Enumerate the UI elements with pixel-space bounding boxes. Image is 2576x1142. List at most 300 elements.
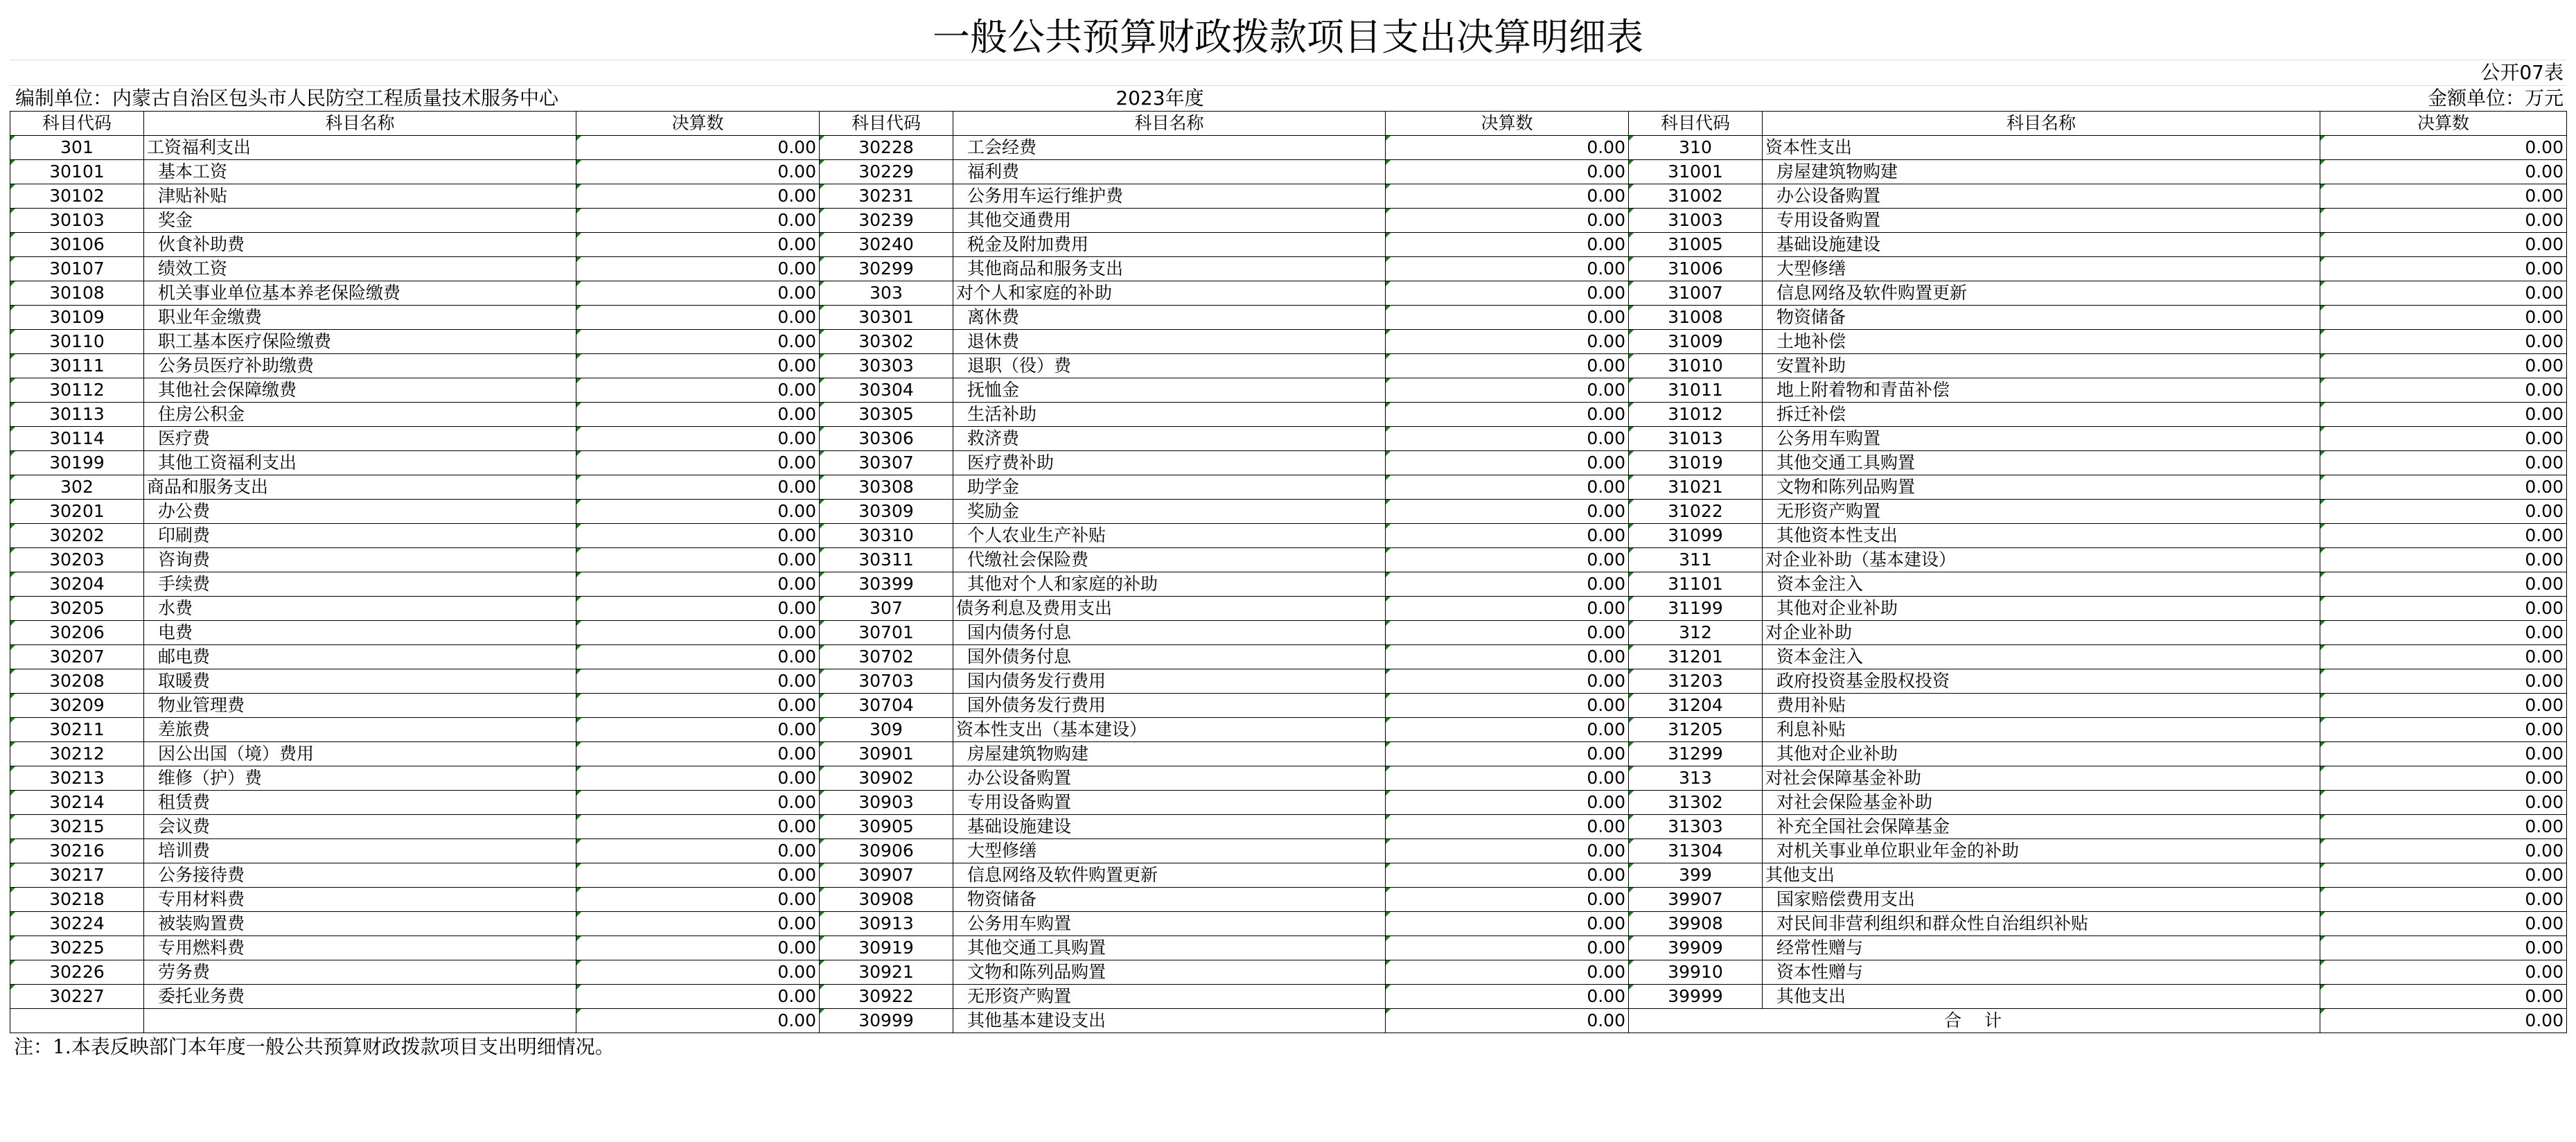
amount-cell: 0.00 xyxy=(2320,766,2567,791)
code-cell: 30907 xyxy=(820,863,953,888)
amount-cell: 0.00 xyxy=(1386,766,1629,791)
code-cell: 30999 xyxy=(820,1009,953,1033)
name-cell: 工资福利支出 xyxy=(144,136,576,160)
amount-cell: 0.00 xyxy=(1386,378,1629,403)
code-cell: 31099 xyxy=(1629,524,1763,548)
code-cell: 30225 xyxy=(10,936,144,960)
name-cell: 无形资产购置 xyxy=(1763,500,2320,524)
table-row xyxy=(10,742,2567,766)
table-row xyxy=(10,306,2567,330)
name-cell: 劳务费 xyxy=(144,960,576,985)
name-cell: 差旅费 xyxy=(144,718,576,742)
amount-cell: 0.00 xyxy=(576,936,820,960)
header-amount: 决算数 xyxy=(1386,112,1629,136)
table-row xyxy=(10,839,2567,863)
amount-cell: 0.00 xyxy=(576,500,820,524)
name-cell: 住房公积金 xyxy=(144,403,576,427)
amount-cell: 0.00 xyxy=(576,427,820,451)
amount-cell: 0.00 xyxy=(1386,572,1629,597)
amount-cell: 0.00 xyxy=(1386,669,1629,694)
amount-cell: 0.00 xyxy=(2320,645,2567,669)
name-cell: 物资储备 xyxy=(1763,306,2320,330)
amount-cell: 0.00 xyxy=(1386,475,1629,500)
amount-cell: 0.00 xyxy=(576,306,820,330)
amount-cell: 0.00 xyxy=(576,597,820,621)
name-cell: 助学金 xyxy=(953,475,1386,500)
name-cell: 公务用车购置 xyxy=(953,912,1386,936)
amount-cell: 0.00 xyxy=(576,548,820,572)
name-cell: 文物和陈列品购置 xyxy=(1763,475,2320,500)
code-cell: 30921 xyxy=(820,960,953,985)
code-cell: 30209 xyxy=(10,694,144,718)
table-row xyxy=(10,985,2567,1009)
name-cell: 国外债务发行费用 xyxy=(953,694,1386,718)
code-cell: 30399 xyxy=(820,572,953,597)
amount-cell: 0.00 xyxy=(2320,184,2567,209)
amount-cell: 0.00 xyxy=(1386,863,1629,888)
amount-cell: 0.00 xyxy=(576,233,820,257)
name-cell: 电费 xyxy=(144,621,576,645)
code-cell: 30213 xyxy=(10,766,144,791)
code-cell: 30217 xyxy=(10,863,144,888)
code-cell: 31101 xyxy=(1629,572,1763,597)
code-cell: 31299 xyxy=(1629,742,1763,766)
amount-cell: 0.00 xyxy=(1386,694,1629,718)
code-cell: 30215 xyxy=(10,815,144,839)
name-cell: 其他交通工具购置 xyxy=(1763,451,2320,475)
total-label: 合 计 xyxy=(1629,1009,2320,1033)
name-cell: 债务利息及费用支出 xyxy=(953,597,1386,621)
code-cell: 31201 xyxy=(1629,645,1763,669)
amount-cell: 0.00 xyxy=(2320,330,2567,354)
table-row xyxy=(10,888,2567,912)
amount-cell: 0.00 xyxy=(1386,839,1629,863)
table-row xyxy=(10,500,2567,524)
name-cell: 办公费 xyxy=(144,500,576,524)
name-cell: 资本性赠与 xyxy=(1763,960,2320,985)
code-cell: 30212 xyxy=(10,742,144,766)
code-cell: 30106 xyxy=(10,233,144,257)
code-cell: 30201 xyxy=(10,500,144,524)
table-row xyxy=(10,524,2567,548)
amount-cell: 0.00 xyxy=(1386,985,1629,1009)
code-cell: 30908 xyxy=(820,888,953,912)
code-cell: 30239 xyxy=(820,209,953,233)
code-cell: 30901 xyxy=(820,742,953,766)
code-cell: 30199 xyxy=(10,451,144,475)
amount-cell: 0.00 xyxy=(1386,791,1629,815)
code-cell: 30303 xyxy=(820,354,953,378)
name-cell: 资本金注入 xyxy=(1763,645,2320,669)
code-cell: 30113 xyxy=(10,403,144,427)
code-cell: 31008 xyxy=(1629,306,1763,330)
amount-cell: 0.00 xyxy=(576,451,820,475)
header-row xyxy=(10,112,2567,136)
table-row xyxy=(10,863,2567,888)
name-cell: 被装购置费 xyxy=(144,912,576,936)
amount-cell: 0.00 xyxy=(2320,985,2567,1009)
amount-cell: 0.00 xyxy=(576,209,820,233)
name-cell: 医疗费 xyxy=(144,427,576,451)
code-cell: 30208 xyxy=(10,669,144,694)
name-cell: 印刷费 xyxy=(144,524,576,548)
amount-cell: 0.00 xyxy=(576,742,820,766)
code-cell: 30205 xyxy=(10,597,144,621)
name-cell: 会议费 xyxy=(144,815,576,839)
code-cell: 30310 xyxy=(820,524,953,548)
name-cell: 奖励金 xyxy=(953,500,1386,524)
amount-cell: 0.00 xyxy=(1386,160,1629,184)
name-cell: 政府投资基金股权投资 xyxy=(1763,669,2320,694)
name-cell: 对社会保险基金补助 xyxy=(1763,791,2320,815)
amount-cell: 0.00 xyxy=(1386,209,1629,233)
code-cell: 31022 xyxy=(1629,500,1763,524)
code-cell: 31005 xyxy=(1629,233,1763,257)
amount-cell: 0.00 xyxy=(1386,548,1629,572)
table-row xyxy=(10,597,2567,621)
table-row xyxy=(10,960,2567,985)
name-cell: 专用设备购置 xyxy=(953,791,1386,815)
amount-cell: 0.00 xyxy=(1386,354,1629,378)
amount-cell: 0.00 xyxy=(2320,281,2567,306)
name-cell: 其他工资福利支出 xyxy=(144,451,576,475)
amount-cell: 0.00 xyxy=(1386,742,1629,766)
name-cell: 国家赔偿费用支出 xyxy=(1763,888,2320,912)
name-cell: 专用燃料费 xyxy=(144,936,576,960)
code-cell: 30906 xyxy=(820,839,953,863)
amount-cell: 0.00 xyxy=(2320,160,2567,184)
amount-cell: 0.00 xyxy=(2320,839,2567,863)
code-cell: 312 xyxy=(1629,621,1763,645)
amount-cell: 0.00 xyxy=(576,378,820,403)
table-row xyxy=(10,572,2567,597)
name-cell: 培训费 xyxy=(144,839,576,863)
name-cell: 国内债务付息 xyxy=(953,621,1386,645)
amount-cell: 0.00 xyxy=(1386,136,1629,160)
name-cell: 医疗费补助 xyxy=(953,451,1386,475)
name-cell: 专用材料费 xyxy=(144,888,576,912)
code-cell: 30224 xyxy=(10,912,144,936)
name-cell: 其他对个人和家庭的补助 xyxy=(953,572,1386,597)
code-cell: 31021 xyxy=(1629,475,1763,500)
amount-cell: 0.00 xyxy=(2320,403,2567,427)
amount-cell: 0.00 xyxy=(576,888,820,912)
name-cell: 个人农业生产补贴 xyxy=(953,524,1386,548)
amount-cell: 0.00 xyxy=(576,136,820,160)
name-cell: 无形资产购置 xyxy=(953,985,1386,1009)
code-cell: 31204 xyxy=(1629,694,1763,718)
table-row xyxy=(10,694,2567,718)
amount-cell: 0.00 xyxy=(1386,403,1629,427)
amount-cell: 0.00 xyxy=(1386,524,1629,548)
amount-cell: 0.00 xyxy=(1386,718,1629,742)
code-cell: 30903 xyxy=(820,791,953,815)
name-cell: 利息补贴 xyxy=(1763,718,2320,742)
code-cell: 30107 xyxy=(10,257,144,281)
name-cell: 其他交通工具购置 xyxy=(953,936,1386,960)
code-cell: 31302 xyxy=(1629,791,1763,815)
code-cell: 31003 xyxy=(1629,209,1763,233)
code-cell: 31011 xyxy=(1629,378,1763,403)
table-row xyxy=(10,281,2567,306)
amount-cell: 0.00 xyxy=(2320,257,2567,281)
code-cell: 30111 xyxy=(10,354,144,378)
name-cell: 退职（役）费 xyxy=(953,354,1386,378)
name-cell: 文物和陈列品购置 xyxy=(953,960,1386,985)
amount-cell: 0.00 xyxy=(576,766,820,791)
amount-cell: 0.00 xyxy=(2320,791,2567,815)
code-cell: 30240 xyxy=(820,233,953,257)
name-cell: 其他交通费用 xyxy=(953,209,1386,233)
header-code: 科目代码 xyxy=(1629,112,1763,136)
name-cell: 基础设施建设 xyxy=(953,815,1386,839)
amount-cell: 0.00 xyxy=(2320,500,2567,524)
code-cell: 313 xyxy=(1629,766,1763,791)
name-cell: 伙食补助费 xyxy=(144,233,576,257)
amount-cell: 0.00 xyxy=(2320,597,2567,621)
amount-cell: 0.00 xyxy=(576,403,820,427)
name-cell: 物资储备 xyxy=(953,888,1386,912)
code-cell: 30311 xyxy=(820,548,953,572)
amount-cell: 0.00 xyxy=(576,1009,820,1033)
name-cell: 资本性支出 xyxy=(1763,136,2320,160)
name-cell: 对民间非营利组织和群众性自治组织补贴 xyxy=(1763,912,2320,936)
code-cell: 31007 xyxy=(1629,281,1763,306)
amount-cell: 0.00 xyxy=(2320,136,2567,160)
name-cell: 绩效工资 xyxy=(144,257,576,281)
name-cell: 其他支出 xyxy=(1763,863,2320,888)
table-row xyxy=(10,184,2567,209)
name-cell: 信息网络及软件购置更新 xyxy=(1763,281,2320,306)
table-row xyxy=(10,645,2567,669)
name-cell: 救济费 xyxy=(953,427,1386,451)
code-cell: 30305 xyxy=(820,403,953,427)
table-body xyxy=(10,136,2567,1033)
name-cell: 房屋建筑物购建 xyxy=(1763,160,2320,184)
header-name: 科目名称 xyxy=(953,112,1386,136)
amount-cell: 0.00 xyxy=(576,184,820,209)
name-cell: 办公设备购置 xyxy=(953,766,1386,791)
name-cell: 退休费 xyxy=(953,330,1386,354)
table-row xyxy=(10,160,2567,184)
header-code: 科目代码 xyxy=(10,112,144,136)
name-cell: 手续费 xyxy=(144,572,576,597)
amount-cell: 0.00 xyxy=(576,912,820,936)
amount-cell: 0.00 xyxy=(576,475,820,500)
amount-cell: 0.00 xyxy=(2320,427,2567,451)
code-cell: 31303 xyxy=(1629,815,1763,839)
table-row xyxy=(10,669,2567,694)
amount-cell: 0.00 xyxy=(2320,306,2567,330)
name-cell: 其他对企业补助 xyxy=(1763,742,2320,766)
table-row xyxy=(10,451,2567,475)
code-cell: 30102 xyxy=(10,184,144,209)
code-cell: 30214 xyxy=(10,791,144,815)
amount-cell: 0.00 xyxy=(1386,427,1629,451)
amount-cell: 0.00 xyxy=(1386,306,1629,330)
amount-cell: 0.00 xyxy=(1386,888,1629,912)
code-cell: 39909 xyxy=(1629,936,1763,960)
report-sheet xyxy=(10,10,2566,1061)
code-cell: 30109 xyxy=(10,306,144,330)
code-cell: 31006 xyxy=(1629,257,1763,281)
table-row xyxy=(10,136,2567,160)
name-cell: 公务接待费 xyxy=(144,863,576,888)
amount-cell: 0.00 xyxy=(2320,209,2567,233)
amount-cell: 0.00 xyxy=(2320,912,2567,936)
code-cell: 30703 xyxy=(820,669,953,694)
name-cell: 基础设施建设 xyxy=(1763,233,2320,257)
table-row xyxy=(10,548,2567,572)
name-cell: 对社会保障基金补助 xyxy=(1763,766,2320,791)
header-name: 科目名称 xyxy=(144,112,576,136)
name-cell: 国内债务发行费用 xyxy=(953,669,1386,694)
amount-cell: 0.00 xyxy=(2320,451,2567,475)
name-cell: 取暖费 xyxy=(144,669,576,694)
code-cell: 39908 xyxy=(1629,912,1763,936)
code-cell: 31205 xyxy=(1629,718,1763,742)
code-cell: 30206 xyxy=(10,621,144,645)
name-cell: 土地补偿 xyxy=(1763,330,2320,354)
code-cell: 39999 xyxy=(1629,985,1763,1009)
table-row xyxy=(10,912,2567,936)
amount-cell: 0.00 xyxy=(1386,645,1629,669)
code-cell: 31019 xyxy=(1629,451,1763,475)
name-cell: 安置补助 xyxy=(1763,354,2320,378)
name-cell: 水费 xyxy=(144,597,576,621)
name-cell: 资本性支出（基本建设） xyxy=(953,718,1386,742)
table-row xyxy=(10,378,2567,403)
table-row xyxy=(10,209,2567,233)
code-cell: 30913 xyxy=(820,912,953,936)
amount-cell: 0.00 xyxy=(576,354,820,378)
fiscal-year: 2023年度 xyxy=(1115,87,1204,109)
amount-cell: 0.00 xyxy=(576,281,820,306)
table-row xyxy=(10,233,2567,257)
name-cell: 委托业务费 xyxy=(144,985,576,1009)
amount-cell: 0.00 xyxy=(2320,354,2567,378)
code-cell: 30207 xyxy=(10,645,144,669)
form-number: 公开07表 xyxy=(10,60,2566,85)
code-cell: 30112 xyxy=(10,378,144,403)
code-cell: 30304 xyxy=(820,378,953,403)
amount-cell: 0.00 xyxy=(1386,184,1629,209)
money-unit: 金额单位：万元 xyxy=(2427,87,2564,109)
name-cell: 房屋建筑物购建 xyxy=(953,742,1386,766)
name-cell: 信息网络及软件购置更新 xyxy=(953,863,1386,888)
code-cell: 30204 xyxy=(10,572,144,597)
name-cell: 福利费 xyxy=(953,160,1386,184)
amount-cell: 0.00 xyxy=(1386,960,1629,985)
amount-cell: 0.00 xyxy=(2320,960,2567,985)
table-row xyxy=(10,815,2567,839)
name-cell: 职业年金缴费 xyxy=(144,306,576,330)
name-cell: 其他基本建设支出 xyxy=(953,1009,1386,1033)
name-cell: 经常性赠与 xyxy=(1763,936,2320,960)
name-cell: 公务员医疗补助缴费 xyxy=(144,354,576,378)
amount-cell: 0.00 xyxy=(1386,281,1629,306)
table-row xyxy=(10,354,2567,378)
total-amount: 0.00 xyxy=(2320,1009,2567,1033)
table-row xyxy=(10,330,2567,354)
name-cell: 税金及附加费用 xyxy=(953,233,1386,257)
name-cell: 机关事业单位基本养老保险缴费 xyxy=(144,281,576,306)
code-cell: 30299 xyxy=(820,257,953,281)
name-cell: 离休费 xyxy=(953,306,1386,330)
name-cell: 国外债务付息 xyxy=(953,645,1386,669)
code-cell: 30307 xyxy=(820,451,953,475)
amount-cell: 0.00 xyxy=(576,645,820,669)
amount-cell: 0.00 xyxy=(2320,572,2567,597)
report-meta xyxy=(10,85,2566,111)
code-cell: 301 xyxy=(10,136,144,160)
amount-cell: 0.00 xyxy=(2320,621,2567,645)
amount-cell: 0.00 xyxy=(2320,378,2567,403)
name-cell: 地上附着物和青苗补偿 xyxy=(1763,378,2320,403)
name-cell: 其他支出 xyxy=(1763,985,2320,1009)
amount-cell: 0.00 xyxy=(2320,815,2567,839)
name-cell: 商品和服务支出 xyxy=(144,475,576,500)
name-cell: 公务用车运行维护费 xyxy=(953,184,1386,209)
amount-cell: 0.00 xyxy=(576,572,820,597)
amount-cell: 0.00 xyxy=(1386,451,1629,475)
code-cell: 31002 xyxy=(1629,184,1763,209)
code-cell: 31012 xyxy=(1629,403,1763,427)
amount-cell: 0.00 xyxy=(1386,500,1629,524)
code-cell: 30211 xyxy=(10,718,144,742)
code-cell: 31199 xyxy=(1629,597,1763,621)
amount-cell: 0.00 xyxy=(576,985,820,1009)
amount-cell: 0.00 xyxy=(2320,718,2567,742)
code-cell: 307 xyxy=(820,597,953,621)
amount-cell: 0.00 xyxy=(576,524,820,548)
header-name: 科目名称 xyxy=(1763,112,2320,136)
code-cell: 30306 xyxy=(820,427,953,451)
amount-cell: 0.00 xyxy=(2320,936,2567,960)
amount-cell: 0.00 xyxy=(2320,742,2567,766)
code-cell: 39907 xyxy=(1629,888,1763,912)
name-cell: 维修（护）费 xyxy=(144,766,576,791)
header-code: 科目代码 xyxy=(820,112,953,136)
footnote: 注：1.本表反映部门本年度一般公共预算财政拨款项目支出明细情况。 xyxy=(14,1035,615,1058)
name-cell: 对企业补助 xyxy=(1763,621,2320,645)
blank-cell xyxy=(10,1009,144,1033)
code-cell: 31013 xyxy=(1629,427,1763,451)
table-row xyxy=(10,621,2567,645)
code-cell: 31304 xyxy=(1629,839,1763,863)
amount-cell: 0.00 xyxy=(2320,888,2567,912)
amount-cell: 0.00 xyxy=(576,863,820,888)
name-cell: 奖金 xyxy=(144,209,576,233)
name-cell: 拆迁补偿 xyxy=(1763,403,2320,427)
name-cell: 津贴补贴 xyxy=(144,184,576,209)
code-cell: 30309 xyxy=(820,500,953,524)
name-cell: 租赁费 xyxy=(144,791,576,815)
name-cell: 生活补助 xyxy=(953,403,1386,427)
amount-cell: 0.00 xyxy=(2320,548,2567,572)
amount-cell: 0.00 xyxy=(2320,669,2567,694)
name-cell: 代缴社会保险费 xyxy=(953,548,1386,572)
amount-cell: 0.00 xyxy=(1386,1009,1629,1033)
code-cell: 30701 xyxy=(820,621,953,645)
table-row xyxy=(10,475,2567,500)
name-cell: 物业管理费 xyxy=(144,694,576,718)
amount-cell: 0.00 xyxy=(1386,815,1629,839)
amount-cell: 0.00 xyxy=(576,718,820,742)
name-cell: 咨询费 xyxy=(144,548,576,572)
code-cell: 31001 xyxy=(1629,160,1763,184)
header-amount: 决算数 xyxy=(576,112,820,136)
